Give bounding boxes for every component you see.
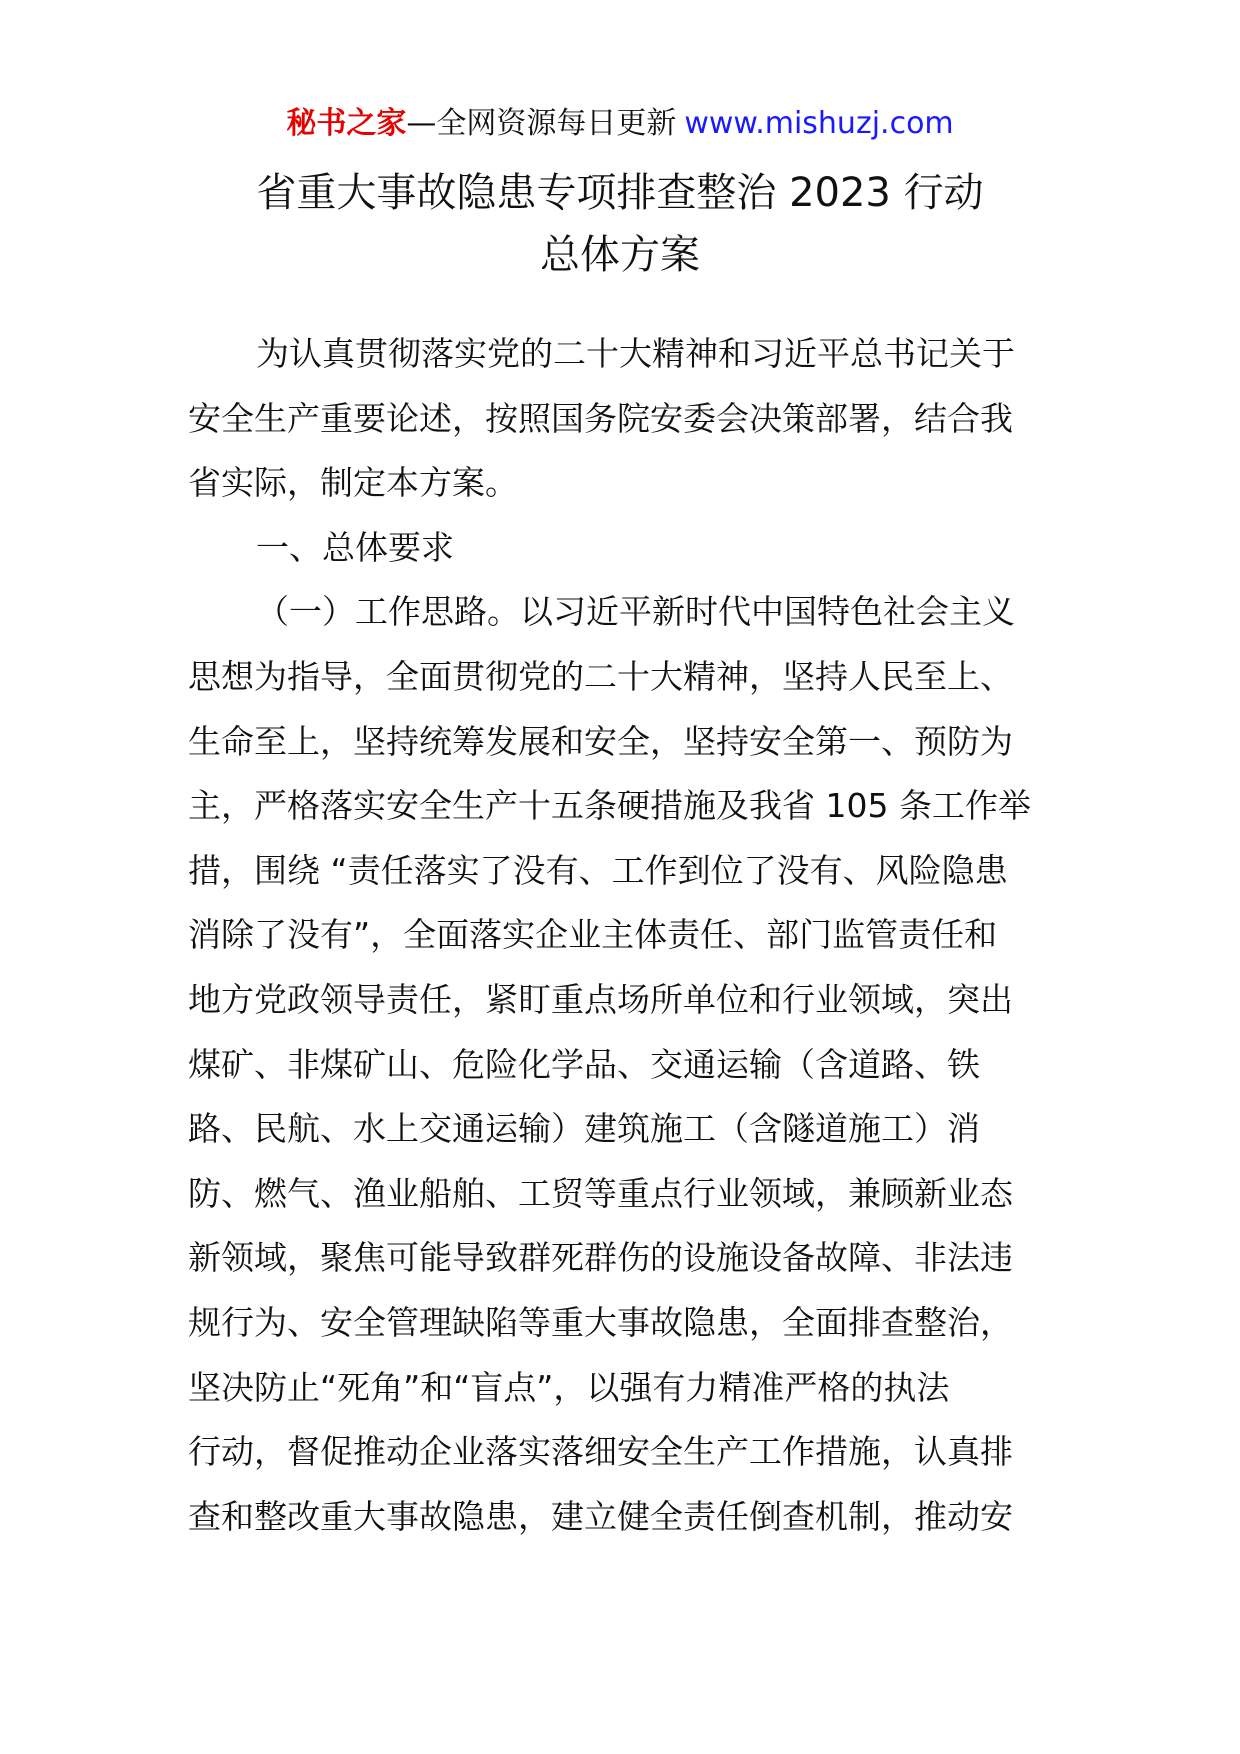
paragraph-line: 生命至上，坚持统筹发展和安全，坚持安全第一、预防为 bbox=[188, 721, 1013, 761]
site-tagline: —全网资源每日更新 bbox=[406, 106, 677, 141]
title-line-2: 总体方案 bbox=[540, 232, 700, 278]
paragraph-line: 思想为指导，全面贯彻党的二十大精神，坚持人民至上、 bbox=[188, 656, 1013, 696]
document-title bbox=[150, 162, 1090, 286]
paragraph-line: 防、燃气、渔业船舶、工贸等重点行业领域，兼顾新业态 bbox=[188, 1173, 1013, 1213]
paragraph-line: 安全生产重要论述，按照国务院安委会决策部署，结合我 bbox=[188, 398, 1013, 438]
site-brand: 秘书之家 bbox=[286, 106, 407, 141]
paragraph-line: 路、民航、水上交通运输）建筑施工（含隧道施工）消 bbox=[188, 1109, 980, 1149]
paragraph-line: 措，围绕 “责任落实了没有、工作到位了没有、风险隐患 bbox=[188, 850, 1008, 890]
paragraph-line: 规行为、安全管理缺陷等重大事故隐患，全面排查整治， bbox=[188, 1302, 1013, 1342]
paragraph-line: 省实际，制定本方案。 bbox=[188, 463, 518, 503]
site-url-link[interactable]: www.mishuzj.com bbox=[684, 106, 954, 141]
document-body bbox=[188, 322, 1056, 1549]
section-heading: 一、总体要求 bbox=[256, 527, 454, 567]
site-header bbox=[0, 104, 1240, 144]
paragraph-line: 新领域，聚焦可能导致群死群伤的设施设备故障、非法违 bbox=[188, 1238, 1013, 1278]
paragraph-line: 地方党政领导责任，紧盯重点场所单位和行业领域，突出 bbox=[188, 979, 1013, 1019]
paragraph-line: 坚决防止“死角”和“盲点”，以强有力精准严格的执法 bbox=[188, 1367, 950, 1407]
paragraph-line: 行动，督促推动企业落实落细安全生产工作措施，认真排 bbox=[188, 1432, 1013, 1472]
title-line-1: 省重大事故隐患专项排查整治 2023 行动 bbox=[256, 170, 984, 216]
paragraph-line: 主，严格落实安全生产十五条硬措施及我省 105 条工作举 bbox=[188, 786, 1031, 826]
paragraph-line: 为认真贯彻落实党的二十大精神和习近平总书记关于 bbox=[256, 334, 1015, 373]
paragraph-line: 消除了没有”，全面落实企业主体责任、部门监管责任和 bbox=[188, 915, 998, 955]
paragraph-line: 查和整改重大事故隐患，建立健全责任倒查机制，推动安 bbox=[188, 1496, 1013, 1536]
paragraph-line: （一）工作思路。以习近平新时代中国特色社会主义 bbox=[256, 592, 1015, 632]
paragraph-line: 煤矿、非煤矿山、危险化学品、交通运输（含道路、铁 bbox=[188, 1044, 980, 1084]
